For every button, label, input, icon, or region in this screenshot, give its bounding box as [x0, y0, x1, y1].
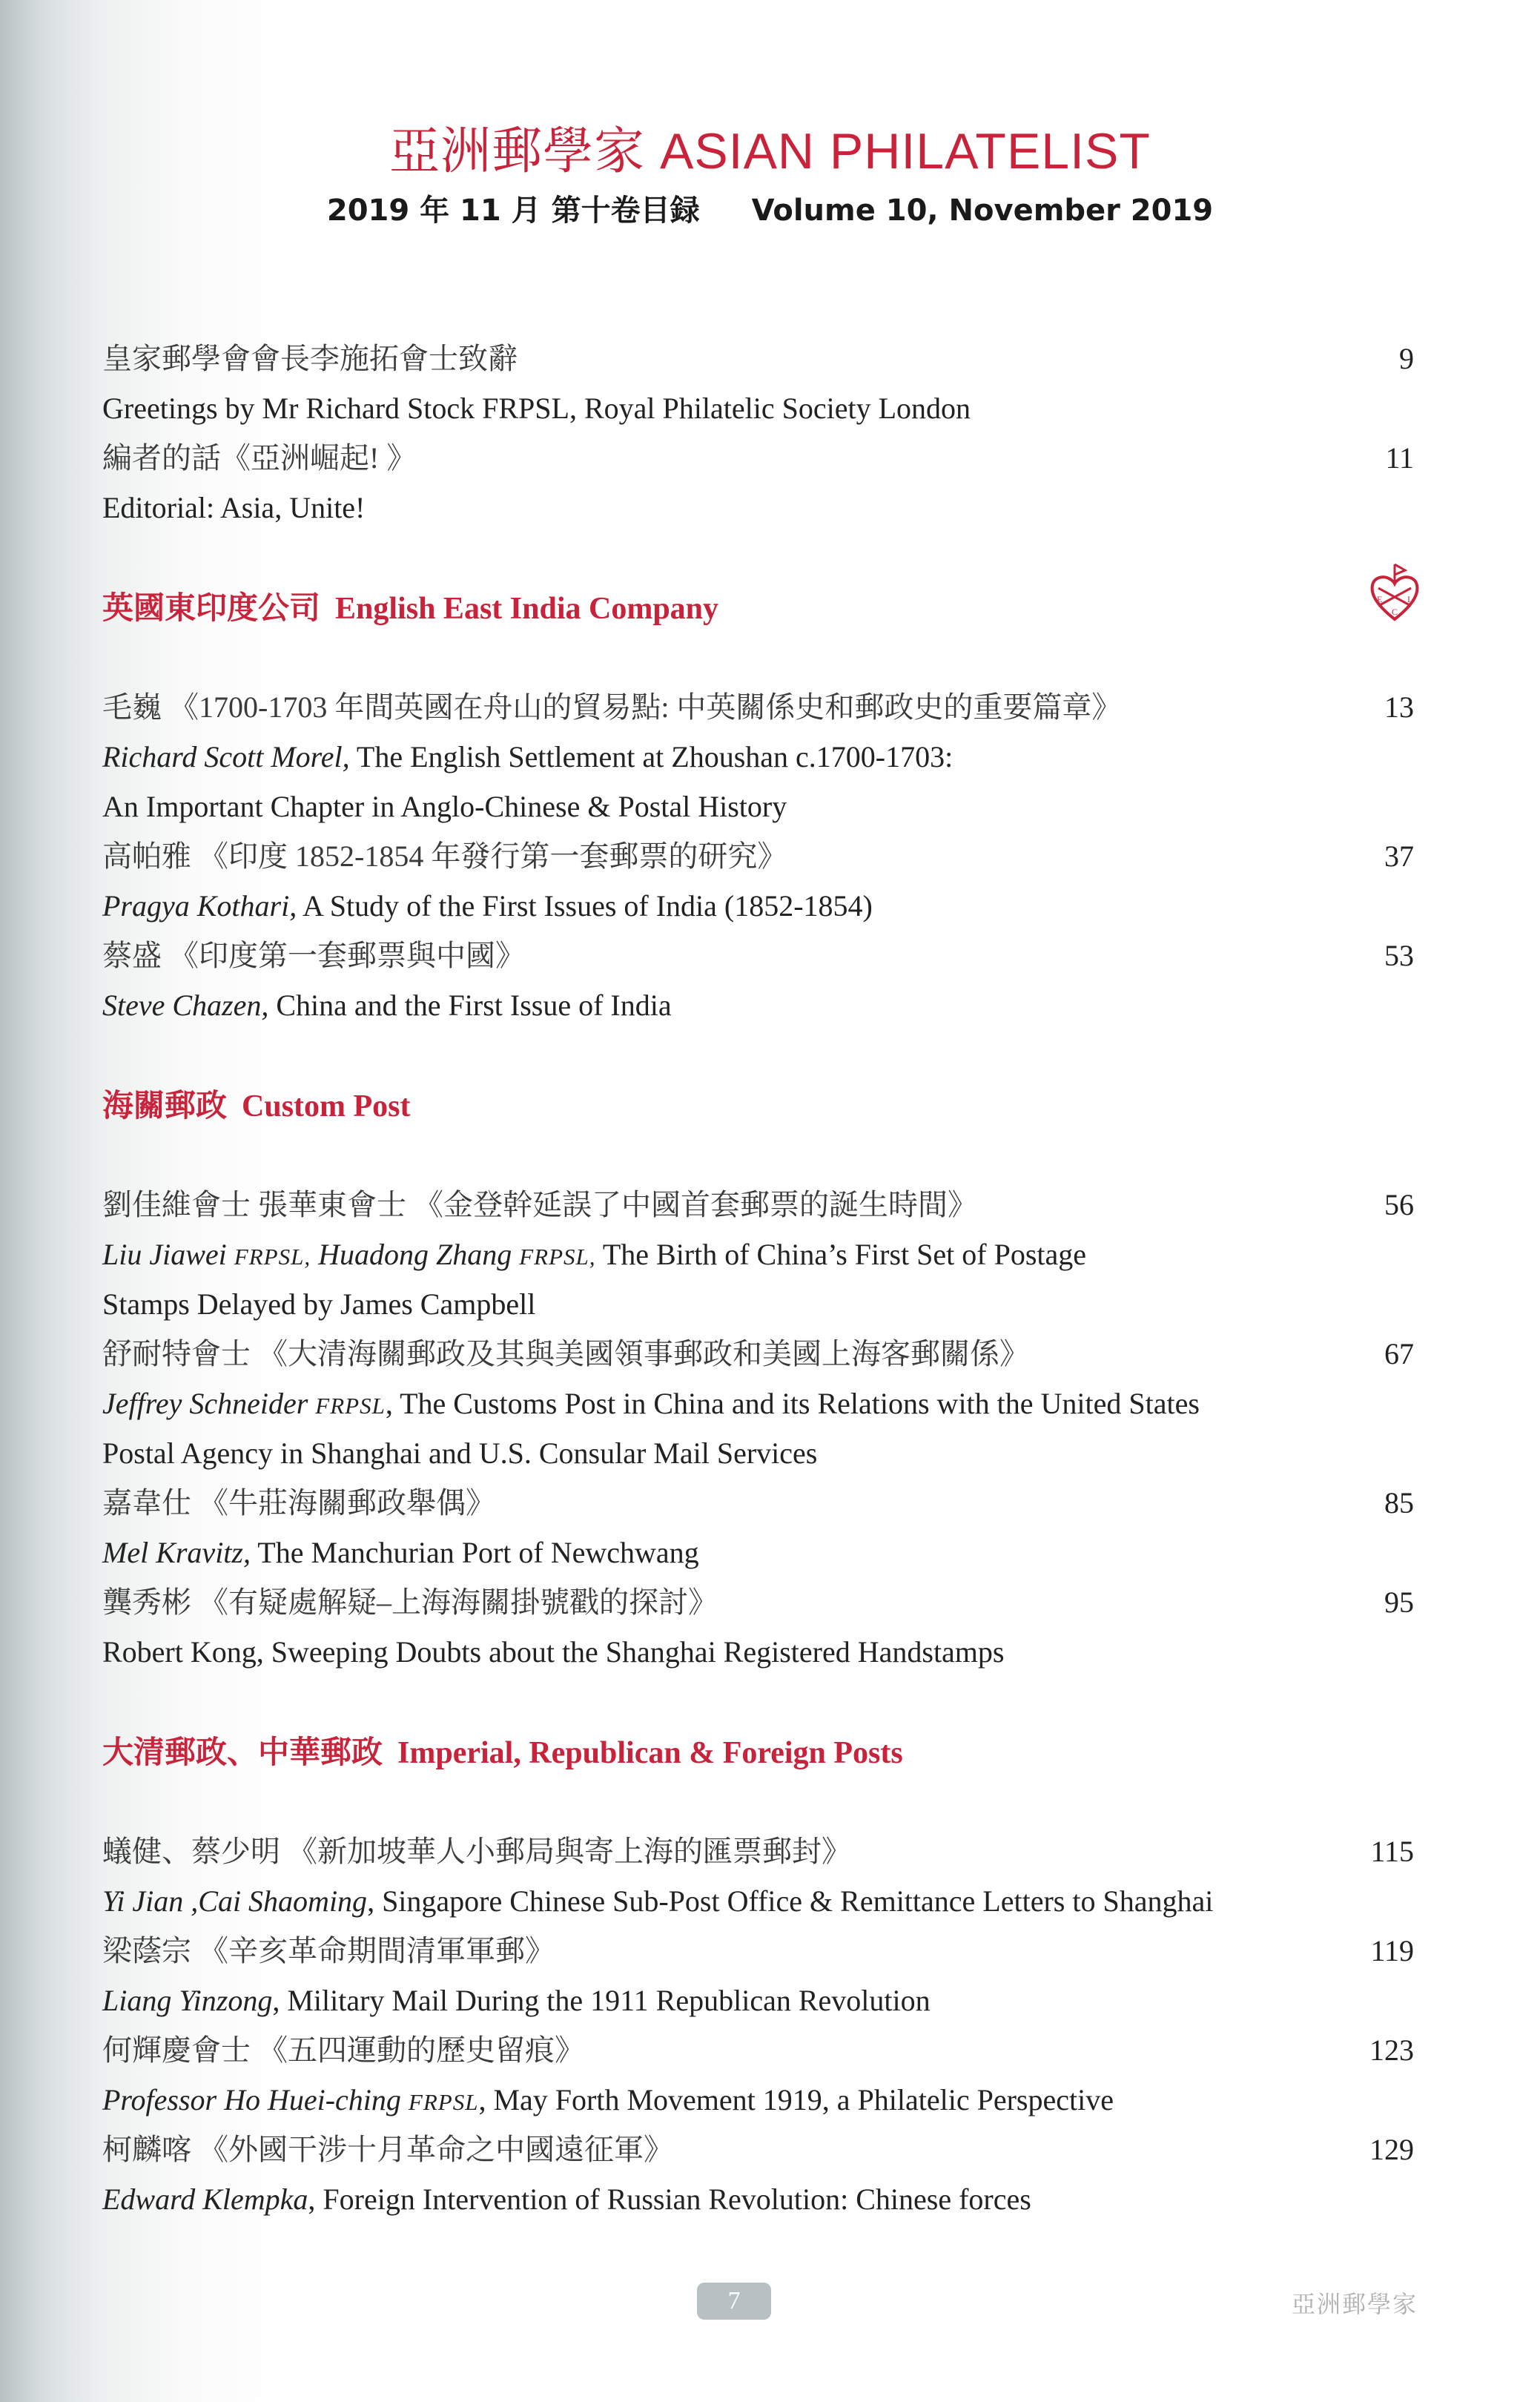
toc-page-number: 56: [1384, 1188, 1414, 1221]
toc-author: Steve Chazen,: [102, 989, 269, 1022]
toc-en-line: Greetings by Mr Richard Stock FRPSL, Royal Philatelic Society London: [102, 392, 971, 425]
toc-zh-line: 高帕雅 《印度 1852-1854 年發行第一套郵票的研究》: [102, 839, 787, 873]
toc-page-number: 85: [1384, 1486, 1414, 1520]
toc-en-line: [102, 1389, 1200, 1419]
toc-article-title: , Military Mail During the 1911 Republican Revolution: [272, 1984, 931, 2017]
toc-page-number: 53: [1384, 939, 1414, 972]
toc-zh-line: 梁蔭宗 《辛亥革命期間清軍軍郵》: [102, 1934, 555, 1967]
footer-journal-name: 亞洲郵學家: [1291, 2291, 1418, 2317]
svg-text:I: I: [1407, 594, 1410, 604]
toc-author: Professor Ho Huei-ching: [102, 2083, 409, 2116]
toc-article-title: , May Forth Movement 1919, a Philatelic Perspective: [478, 2083, 1114, 2116]
toc-en-line: [102, 1986, 931, 2016]
toc-author: Jeffrey Schneider: [102, 1387, 316, 1420]
issue-volume-en: Volume 10, November 2019: [751, 194, 1214, 228]
toc-article-title: A Study of the First Issues of India (1852-1854): [297, 889, 873, 923]
toc-author: Edward Klempka: [102, 2182, 308, 2216]
eic-heart-emblem-icon: [1368, 561, 1421, 622]
section-title-en: English East India Company: [335, 592, 719, 626]
toc-en-line: An Important Chapter in Anglo-Chinese & Postal History: [102, 790, 787, 823]
section-heading-custom-post: [102, 1091, 411, 1122]
toc-author: Huadong Zhang: [311, 1238, 520, 1271]
section-title-en: Custom Post: [242, 1089, 411, 1124]
toc-en-line: [102, 1538, 699, 1568]
toc-zh-line: 舒耐特會士 《大清海關郵政及其與美國領事郵政和美國上海客郵關係》: [102, 1337, 1029, 1370]
toc-zh-line: 龔秀彬 《有疑處解疑–上海海關掛號戳的探討》: [102, 1586, 718, 1619]
toc-page-number: 115: [1370, 1835, 1414, 1868]
toc-author: Mel Kravitz,: [102, 1536, 251, 1569]
toc-article-title: , Singapore Chinese Sub-Post Office & Remittance Letters to Shanghai: [367, 1884, 1214, 1918]
issue-subtitle: [0, 187, 1540, 229]
toc-zh-line: 毛巍 《1700-1703 年間英國在舟山的貿易點: 中英關係史和郵政史的重要篇章》: [102, 690, 1122, 724]
toc-en-line: [102, 1240, 1086, 1270]
toc-zh-line: 編者的話《亞洲崛起! 》: [102, 441, 417, 475]
toc-en-line: Postal Agency in Shanghai and U.S. Consular Mail Services: [102, 1436, 818, 1470]
section-title-zh: 大清郵政、中華郵政: [102, 1736, 383, 1770]
toc-article-title: , Foreign Intervention of Russian Revolution: Chinese forces: [308, 2182, 1031, 2216]
toc-en-line: [102, 2085, 1114, 2115]
toc-page-number: 13: [1384, 690, 1414, 724]
toc-frpsl: FRPSL,: [234, 1244, 311, 1270]
toc-author: Yi Jian ,Cai Shaoming: [102, 1884, 368, 1918]
toc-page-number: 123: [1369, 2033, 1414, 2067]
section-heading-imperial-posts: [102, 1738, 903, 1769]
toc-en-line: Editorial: Asia, Unite!: [102, 491, 366, 524]
toc-zh-line: 皇家郵學會會長李施拓會士致辭: [102, 342, 518, 375]
toc-frpsl: FRPSL: [315, 1393, 386, 1419]
toc-author: Pragya Kothari,: [102, 889, 297, 923]
toc-zh-line: 柯麟喀 《外國干涉十月革命之中國遠征軍》: [102, 2133, 673, 2166]
section-title-zh: 英國東印度公司: [102, 592, 321, 626]
toc-en-line: Robert Kong, Sweeping Doubts about the Shanghai Registered Handstamps: [102, 1635, 1005, 1669]
toc-zh-line: 劉佳維會士 張華東會士 《金登幹延誤了中國首套郵票的誕生時間》: [102, 1188, 977, 1221]
journal-title: 亞洲郵學家 ASIAN PHILATELIST: [389, 123, 1151, 179]
toc-page-number: 37: [1384, 839, 1414, 873]
toc-article-title: The English Settlement at Zhoushan c.1700-1703:: [349, 740, 954, 773]
toc-page-number: 9: [1399, 342, 1414, 375]
svg-text:E: E: [1377, 594, 1383, 604]
toc-en-line: [102, 742, 953, 772]
toc-frpsl: FRPSL: [408, 2089, 479, 2115]
toc-zh-line: 蔡盛 《印度第一套郵票與中國》: [102, 939, 525, 972]
toc-author: Richard Scott Morel,: [102, 740, 350, 773]
section-heading-east-india: [102, 593, 718, 624]
toc-zh-line: 蟻健、蔡少明 《新加坡華人小郵局與寄上海的匯票郵封》: [102, 1835, 851, 1868]
toc-page-number: 119: [1370, 1934, 1414, 1967]
toc-article-title: The Manchurian Port of Newchwang: [250, 1536, 699, 1569]
toc-article-title: , The Customs Post in China and its Relations with the United States: [385, 1387, 1200, 1420]
section-title-en: Imperial, Republican & Foreign Posts: [397, 1736, 903, 1770]
section-title-zh: 海關郵政: [102, 1089, 228, 1124]
toc-author: Liu Jiawei: [102, 1238, 234, 1271]
toc-article-title: China and the First Issue of India: [268, 989, 672, 1022]
toc-page-number: 95: [1384, 1586, 1414, 1619]
toc-frpsl: FRPSL,: [519, 1244, 596, 1270]
toc-en-line: Stamps Delayed by James Campbell: [102, 1287, 536, 1321]
toc-zh-line: 何輝慶會士 《五四運動的歷史留痕》: [102, 2033, 584, 2067]
toc-article-title: The Birth of China’s First Set of Postage: [595, 1238, 1087, 1271]
toc-en-line: [102, 991, 672, 1020]
svg-text:C: C: [1392, 607, 1398, 617]
toc-page-number: 67: [1384, 1337, 1414, 1370]
toc-page-number: 11: [1385, 441, 1414, 475]
toc-page-number: 129: [1369, 2133, 1414, 2166]
toc-en-line: [102, 1884, 1214, 1918]
toc-zh-line: 嘉韋仕 《牛莊海關郵政舉偶》: [102, 1486, 495, 1520]
toc-en-line: [102, 2182, 1031, 2216]
toc-en-line: [102, 891, 873, 921]
issue-date-zh: 2019 年 11 月 第十卷目録: [326, 194, 700, 228]
toc-author: Liang Yinzong: [102, 1984, 273, 2017]
page-number-badge: 7: [697, 2283, 771, 2320]
